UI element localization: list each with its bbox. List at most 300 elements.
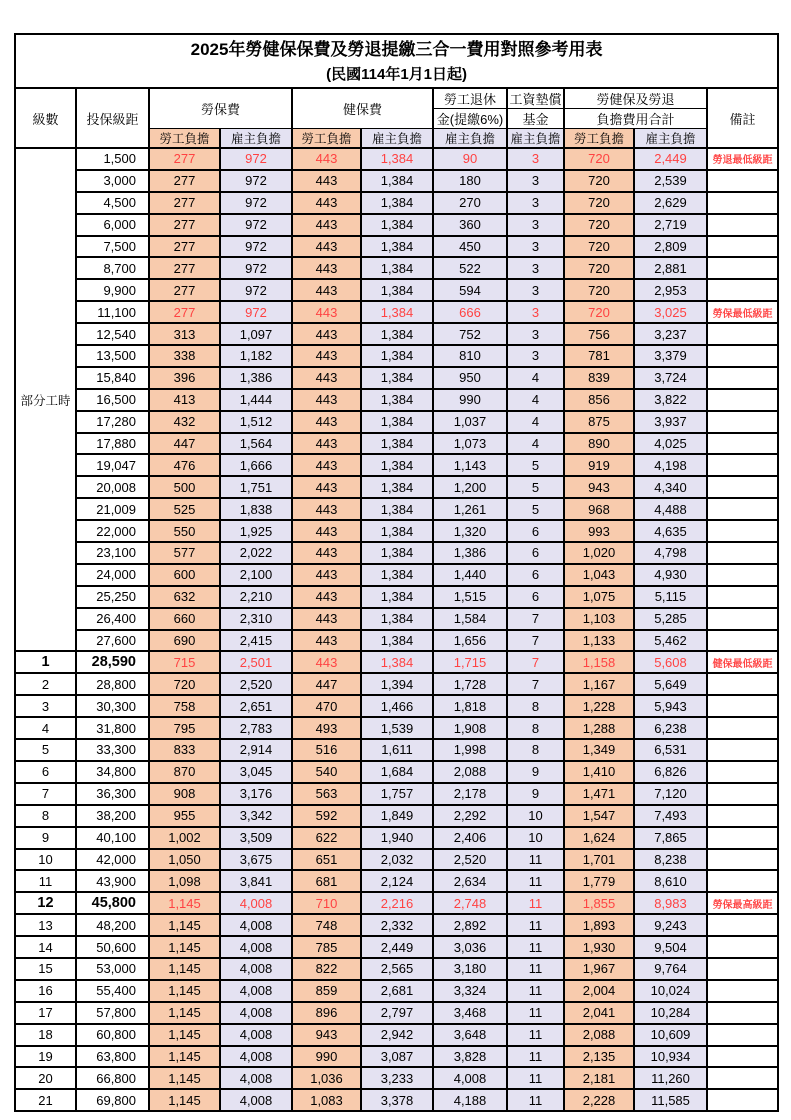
total-employer-cell: 11,585 bbox=[634, 1089, 707, 1111]
header-health-employee: 勞工負擔 bbox=[292, 129, 361, 149]
wage-fund-employer-cell: 6 bbox=[507, 586, 564, 608]
labor-employer-cell: 972 bbox=[220, 236, 292, 258]
pension-employer-cell: 3,828 bbox=[433, 1046, 507, 1068]
total-employer-cell: 2,449 bbox=[634, 148, 707, 170]
health-employee-cell: 443 bbox=[292, 454, 361, 476]
total-employer-cell: 4,198 bbox=[634, 454, 707, 476]
total-employee-cell: 720 bbox=[564, 214, 634, 236]
table-row bbox=[15, 411, 778, 433]
header-health-insurance: 健保費 bbox=[292, 88, 433, 129]
wage-fund-employer-cell: 4 bbox=[507, 389, 564, 411]
header-wage-fund-line2: 基金 bbox=[507, 109, 564, 129]
labor-employee-cell: 277 bbox=[149, 257, 220, 279]
remark-cell: 勞退最低級距 bbox=[707, 148, 778, 170]
pension-employer-cell: 1,386 bbox=[433, 542, 507, 564]
table-row bbox=[15, 389, 778, 411]
pension-employer-cell: 2,748 bbox=[433, 892, 507, 914]
labor-employer-cell: 1,925 bbox=[220, 520, 292, 542]
health-employer-cell: 1,384 bbox=[361, 236, 433, 258]
level-cell: 3 bbox=[15, 695, 76, 717]
header-total-employer: 雇主負擔 bbox=[634, 129, 707, 149]
health-employer-cell: 1,384 bbox=[361, 148, 433, 170]
health-employee-cell: 443 bbox=[292, 367, 361, 389]
labor-employee-cell: 758 bbox=[149, 695, 220, 717]
labor-employer-cell: 3,509 bbox=[220, 827, 292, 849]
header-total-line1: 勞健保及勞退 bbox=[564, 88, 707, 109]
labor-employee-cell: 1,002 bbox=[149, 827, 220, 849]
labor-employee-cell: 277 bbox=[149, 148, 220, 170]
bracket-cell: 19,047 bbox=[76, 454, 149, 476]
bracket-cell: 27,600 bbox=[76, 630, 149, 652]
wage-fund-employer-cell: 3 bbox=[507, 214, 564, 236]
labor-employee-cell: 690 bbox=[149, 630, 220, 652]
bracket-cell: 9,900 bbox=[76, 279, 149, 301]
health-employee-cell: 651 bbox=[292, 849, 361, 871]
labor-employer-cell: 4,008 bbox=[220, 914, 292, 936]
health-employee-cell: 443 bbox=[292, 214, 361, 236]
labor-employee-cell: 1,145 bbox=[149, 980, 220, 1002]
wage-fund-employer-cell: 11 bbox=[507, 980, 564, 1002]
total-employer-cell: 8,983 bbox=[634, 892, 707, 914]
wage-fund-employer-cell: 6 bbox=[507, 542, 564, 564]
level-cell: 1 bbox=[15, 651, 76, 673]
table-row bbox=[15, 542, 778, 564]
labor-employer-cell: 2,210 bbox=[220, 586, 292, 608]
wage-fund-employer-cell: 10 bbox=[507, 827, 564, 849]
level-cell: 11 bbox=[15, 870, 76, 892]
labor-employer-cell: 2,100 bbox=[220, 564, 292, 586]
health-employee-cell: 443 bbox=[292, 630, 361, 652]
total-employee-cell: 993 bbox=[564, 520, 634, 542]
pension-employer-cell: 666 bbox=[433, 301, 507, 323]
level-cell: 13 bbox=[15, 914, 76, 936]
labor-employee-cell: 338 bbox=[149, 345, 220, 367]
bracket-cell: 63,800 bbox=[76, 1046, 149, 1068]
bracket-cell: 53,000 bbox=[76, 958, 149, 980]
labor-employer-cell: 2,415 bbox=[220, 630, 292, 652]
level-cell: 6 bbox=[15, 761, 76, 783]
table-row bbox=[15, 892, 778, 914]
labor-employer-cell: 2,310 bbox=[220, 608, 292, 630]
total-employee-cell: 1,930 bbox=[564, 936, 634, 958]
remark-cell bbox=[707, 1067, 778, 1089]
pension-employer-cell: 522 bbox=[433, 257, 507, 279]
remark-cell bbox=[707, 1089, 778, 1111]
total-employer-cell: 8,238 bbox=[634, 849, 707, 871]
labor-employer-cell: 4,008 bbox=[220, 980, 292, 1002]
total-employee-cell: 720 bbox=[564, 301, 634, 323]
health-employee-cell: 443 bbox=[292, 257, 361, 279]
total-employee-cell: 1,547 bbox=[564, 805, 634, 827]
remark-cell bbox=[707, 476, 778, 498]
level-cell: 16 bbox=[15, 980, 76, 1002]
pension-employer-cell: 3,036 bbox=[433, 936, 507, 958]
health-employee-cell: 443 bbox=[292, 192, 361, 214]
labor-employer-cell: 2,783 bbox=[220, 717, 292, 739]
wage-fund-employer-cell: 11 bbox=[507, 1089, 564, 1111]
total-employee-cell: 1,288 bbox=[564, 717, 634, 739]
labor-employee-cell: 1,145 bbox=[149, 892, 220, 914]
health-employer-cell: 1,849 bbox=[361, 805, 433, 827]
labor-employee-cell: 660 bbox=[149, 608, 220, 630]
total-employer-cell: 9,764 bbox=[634, 958, 707, 980]
total-employee-cell: 720 bbox=[564, 236, 634, 258]
total-employer-cell: 10,284 bbox=[634, 1002, 707, 1024]
bracket-cell: 20,008 bbox=[76, 476, 149, 498]
health-employer-cell: 1,384 bbox=[361, 520, 433, 542]
health-employee-cell: 540 bbox=[292, 761, 361, 783]
labor-employer-cell: 4,008 bbox=[220, 1089, 292, 1111]
total-employee-cell: 1,020 bbox=[564, 542, 634, 564]
pension-employer-cell: 450 bbox=[433, 236, 507, 258]
health-employer-cell: 2,681 bbox=[361, 980, 433, 1002]
remark-cell bbox=[707, 323, 778, 345]
table-row bbox=[15, 323, 778, 345]
wage-fund-employer-cell: 3 bbox=[507, 192, 564, 214]
bracket-cell: 23,100 bbox=[76, 542, 149, 564]
labor-employer-cell: 1,838 bbox=[220, 498, 292, 520]
health-employer-cell: 2,449 bbox=[361, 936, 433, 958]
remark-cell bbox=[707, 411, 778, 433]
pension-employer-cell: 2,178 bbox=[433, 783, 507, 805]
labor-employer-cell: 3,342 bbox=[220, 805, 292, 827]
premium-reference-sheet bbox=[14, 33, 777, 1112]
table-row bbox=[15, 1089, 778, 1111]
total-employer-cell: 7,120 bbox=[634, 783, 707, 805]
pension-employer-cell: 950 bbox=[433, 367, 507, 389]
health-employer-cell: 1,384 bbox=[361, 476, 433, 498]
labor-employer-cell: 4,008 bbox=[220, 1024, 292, 1046]
wage-fund-employer-cell: 11 bbox=[507, 1046, 564, 1068]
health-employee-cell: 710 bbox=[292, 892, 361, 914]
health-employee-cell: 516 bbox=[292, 739, 361, 761]
health-employee-cell: 622 bbox=[292, 827, 361, 849]
bracket-cell: 36,300 bbox=[76, 783, 149, 805]
header-labor-insurance: 勞保費 bbox=[149, 88, 292, 129]
labor-employee-cell: 1,145 bbox=[149, 914, 220, 936]
labor-employee-cell: 396 bbox=[149, 367, 220, 389]
health-employer-cell: 2,332 bbox=[361, 914, 433, 936]
table-row bbox=[15, 936, 778, 958]
header-remark: 備註 bbox=[707, 88, 778, 148]
bracket-cell: 30,300 bbox=[76, 695, 149, 717]
pension-employer-cell: 2,088 bbox=[433, 761, 507, 783]
remark-cell bbox=[707, 192, 778, 214]
pension-employer-cell: 4,008 bbox=[433, 1067, 507, 1089]
wage-fund-employer-cell: 8 bbox=[507, 717, 564, 739]
table-row bbox=[15, 980, 778, 1002]
bracket-cell: 69,800 bbox=[76, 1089, 149, 1111]
total-employer-cell: 9,243 bbox=[634, 914, 707, 936]
table-row bbox=[15, 870, 778, 892]
labor-employee-cell: 1,145 bbox=[149, 1024, 220, 1046]
total-employer-cell: 3,937 bbox=[634, 411, 707, 433]
total-employee-cell: 720 bbox=[564, 192, 634, 214]
total-employer-cell: 3,822 bbox=[634, 389, 707, 411]
health-employer-cell: 1,384 bbox=[361, 454, 433, 476]
labor-employee-cell: 908 bbox=[149, 783, 220, 805]
wage-fund-employer-cell: 11 bbox=[507, 936, 564, 958]
total-employee-cell: 1,410 bbox=[564, 761, 634, 783]
health-employee-cell: 443 bbox=[292, 323, 361, 345]
labor-employee-cell: 476 bbox=[149, 454, 220, 476]
health-employer-cell: 1,384 bbox=[361, 411, 433, 433]
labor-employee-cell: 1,145 bbox=[149, 936, 220, 958]
wage-fund-employer-cell: 4 bbox=[507, 433, 564, 455]
table-row bbox=[15, 1024, 778, 1046]
wage-fund-employer-cell: 3 bbox=[507, 323, 564, 345]
pension-employer-cell: 90 bbox=[433, 148, 507, 170]
health-employer-cell: 1,384 bbox=[361, 323, 433, 345]
remark-cell: 勞保最低級距 bbox=[707, 301, 778, 323]
health-employer-cell: 1,384 bbox=[361, 345, 433, 367]
bracket-cell: 13,500 bbox=[76, 345, 149, 367]
remark-cell bbox=[707, 717, 778, 739]
table-row bbox=[15, 476, 778, 498]
health-employee-cell: 443 bbox=[292, 564, 361, 586]
header-pension-employer: 雇主負擔 bbox=[433, 129, 507, 149]
wage-fund-employer-cell: 11 bbox=[507, 1024, 564, 1046]
health-employee-cell: 443 bbox=[292, 279, 361, 301]
table-row bbox=[15, 1067, 778, 1089]
remark-cell bbox=[707, 1046, 778, 1068]
table-row bbox=[15, 236, 778, 258]
labor-employer-cell: 972 bbox=[220, 170, 292, 192]
level-cell: 2 bbox=[15, 673, 76, 695]
health-employee-cell: 447 bbox=[292, 673, 361, 695]
labor-employee-cell: 632 bbox=[149, 586, 220, 608]
table-row bbox=[15, 279, 778, 301]
total-employee-cell: 890 bbox=[564, 433, 634, 455]
total-employer-cell: 2,809 bbox=[634, 236, 707, 258]
total-employee-cell: 1,103 bbox=[564, 608, 634, 630]
table-row bbox=[15, 805, 778, 827]
total-employee-cell: 919 bbox=[564, 454, 634, 476]
health-employer-cell: 1,757 bbox=[361, 783, 433, 805]
labor-employer-cell: 4,008 bbox=[220, 892, 292, 914]
bracket-cell: 34,800 bbox=[76, 761, 149, 783]
labor-employee-cell: 1,145 bbox=[149, 1067, 220, 1089]
table-row bbox=[15, 651, 778, 673]
labor-employer-cell: 1,564 bbox=[220, 433, 292, 455]
health-employee-cell: 443 bbox=[292, 433, 361, 455]
level-cell: 10 bbox=[15, 849, 76, 871]
table-row bbox=[15, 148, 778, 170]
total-employee-cell: 968 bbox=[564, 498, 634, 520]
labor-employee-cell: 277 bbox=[149, 236, 220, 258]
bracket-cell: 11,100 bbox=[76, 301, 149, 323]
wage-fund-employer-cell: 11 bbox=[507, 849, 564, 871]
table-row bbox=[15, 630, 778, 652]
bracket-cell: 17,880 bbox=[76, 433, 149, 455]
total-employee-cell: 1,624 bbox=[564, 827, 634, 849]
health-employee-cell: 443 bbox=[292, 542, 361, 564]
total-employer-cell: 4,340 bbox=[634, 476, 707, 498]
level-cell: 5 bbox=[15, 739, 76, 761]
table-row bbox=[15, 695, 778, 717]
total-employer-cell: 3,237 bbox=[634, 323, 707, 345]
level-cell: 8 bbox=[15, 805, 76, 827]
pension-employer-cell: 2,892 bbox=[433, 914, 507, 936]
total-employee-cell: 1,701 bbox=[564, 849, 634, 871]
health-employee-cell: 592 bbox=[292, 805, 361, 827]
bracket-cell: 55,400 bbox=[76, 980, 149, 1002]
level-cell: 20 bbox=[15, 1067, 76, 1089]
health-employee-cell: 443 bbox=[292, 498, 361, 520]
pension-employer-cell: 1,728 bbox=[433, 673, 507, 695]
bracket-cell: 66,800 bbox=[76, 1067, 149, 1089]
wage-fund-employer-cell: 7 bbox=[507, 630, 564, 652]
total-employer-cell: 10,024 bbox=[634, 980, 707, 1002]
labor-employer-cell: 1,666 bbox=[220, 454, 292, 476]
total-employer-cell: 2,539 bbox=[634, 170, 707, 192]
pension-employer-cell: 1,515 bbox=[433, 586, 507, 608]
wage-fund-employer-cell: 5 bbox=[507, 454, 564, 476]
wage-fund-employer-cell: 7 bbox=[507, 673, 564, 695]
health-employer-cell: 2,797 bbox=[361, 1002, 433, 1024]
total-employer-cell: 9,504 bbox=[634, 936, 707, 958]
wage-fund-employer-cell: 9 bbox=[507, 761, 564, 783]
pension-employer-cell: 752 bbox=[433, 323, 507, 345]
total-employee-cell: 720 bbox=[564, 148, 634, 170]
labor-employee-cell: 1,098 bbox=[149, 870, 220, 892]
remark-cell: 健保最低級距 bbox=[707, 651, 778, 673]
labor-employer-cell: 972 bbox=[220, 148, 292, 170]
header-pension-line2: 金(提繳6%) bbox=[433, 109, 507, 129]
health-employee-cell: 822 bbox=[292, 958, 361, 980]
table-row bbox=[15, 1002, 778, 1024]
level-cell: 14 bbox=[15, 936, 76, 958]
pension-employer-cell: 2,634 bbox=[433, 870, 507, 892]
remark-cell bbox=[707, 433, 778, 455]
health-employer-cell: 3,378 bbox=[361, 1089, 433, 1111]
labor-employee-cell: 550 bbox=[149, 520, 220, 542]
pension-employer-cell: 1,584 bbox=[433, 608, 507, 630]
labor-employee-cell: 1,145 bbox=[149, 958, 220, 980]
header-labor-employee: 勞工負擔 bbox=[149, 129, 220, 149]
bracket-cell: 7,500 bbox=[76, 236, 149, 258]
health-employer-cell: 1,611 bbox=[361, 739, 433, 761]
remark-cell bbox=[707, 586, 778, 608]
remark-cell bbox=[707, 170, 778, 192]
wage-fund-employer-cell: 3 bbox=[507, 170, 564, 192]
bracket-cell: 40,100 bbox=[76, 827, 149, 849]
pension-employer-cell: 1,143 bbox=[433, 454, 507, 476]
bracket-cell: 57,800 bbox=[76, 1002, 149, 1024]
labor-employer-cell: 1,097 bbox=[220, 323, 292, 345]
wage-fund-employer-cell: 3 bbox=[507, 345, 564, 367]
table-row bbox=[15, 192, 778, 214]
total-employee-cell: 781 bbox=[564, 345, 634, 367]
total-employee-cell: 1,855 bbox=[564, 892, 634, 914]
health-employee-cell: 681 bbox=[292, 870, 361, 892]
labor-employer-cell: 972 bbox=[220, 192, 292, 214]
total-employee-cell: 1,893 bbox=[564, 914, 634, 936]
labor-employee-cell: 1,145 bbox=[149, 1089, 220, 1111]
remark-cell bbox=[707, 520, 778, 542]
total-employer-cell: 4,635 bbox=[634, 520, 707, 542]
total-employer-cell: 5,608 bbox=[634, 651, 707, 673]
labor-employer-cell: 4,008 bbox=[220, 1067, 292, 1089]
remark-cell bbox=[707, 257, 778, 279]
total-employee-cell: 720 bbox=[564, 279, 634, 301]
bracket-cell: 1,500 bbox=[76, 148, 149, 170]
health-employer-cell: 1,466 bbox=[361, 695, 433, 717]
pension-employer-cell: 1,200 bbox=[433, 476, 507, 498]
pension-employer-cell: 4,188 bbox=[433, 1089, 507, 1111]
bracket-cell: 28,800 bbox=[76, 673, 149, 695]
total-employee-cell: 1,043 bbox=[564, 564, 634, 586]
health-employee-cell: 443 bbox=[292, 476, 361, 498]
health-employer-cell: 3,233 bbox=[361, 1067, 433, 1089]
total-employer-cell: 2,881 bbox=[634, 257, 707, 279]
health-employer-cell: 1,394 bbox=[361, 673, 433, 695]
labor-employee-cell: 870 bbox=[149, 761, 220, 783]
bracket-cell: 45,800 bbox=[76, 892, 149, 914]
table-row bbox=[15, 564, 778, 586]
header-wage-fund-line1: 工資墊償 bbox=[507, 88, 564, 109]
bracket-cell: 60,800 bbox=[76, 1024, 149, 1046]
health-employer-cell: 1,384 bbox=[361, 630, 433, 652]
table-row bbox=[15, 608, 778, 630]
labor-employee-cell: 715 bbox=[149, 651, 220, 673]
total-employee-cell: 2,135 bbox=[564, 1046, 634, 1068]
labor-employee-cell: 447 bbox=[149, 433, 220, 455]
level-cell: 4 bbox=[15, 717, 76, 739]
total-employer-cell: 7,865 bbox=[634, 827, 707, 849]
health-employer-cell: 1,384 bbox=[361, 389, 433, 411]
pension-employer-cell: 810 bbox=[433, 345, 507, 367]
total-employer-cell: 3,025 bbox=[634, 301, 707, 323]
wage-fund-employer-cell: 3 bbox=[507, 148, 564, 170]
table-row bbox=[15, 520, 778, 542]
labor-employer-cell: 3,045 bbox=[220, 761, 292, 783]
bracket-cell: 50,600 bbox=[76, 936, 149, 958]
header-total-employee: 勞工負擔 bbox=[564, 129, 634, 149]
total-employer-cell: 11,260 bbox=[634, 1067, 707, 1089]
health-employee-cell: 443 bbox=[292, 170, 361, 192]
bracket-cell: 48,200 bbox=[76, 914, 149, 936]
table-row bbox=[15, 586, 778, 608]
pension-employer-cell: 1,320 bbox=[433, 520, 507, 542]
table-row bbox=[15, 1046, 778, 1068]
labor-employer-cell: 2,520 bbox=[220, 673, 292, 695]
remark-cell bbox=[707, 958, 778, 980]
header-total-line2: 負擔費用合計 bbox=[564, 109, 707, 129]
labor-employee-cell: 525 bbox=[149, 498, 220, 520]
labor-employer-cell: 2,914 bbox=[220, 739, 292, 761]
table-row bbox=[15, 739, 778, 761]
health-employee-cell: 1,083 bbox=[292, 1089, 361, 1111]
health-employee-cell: 859 bbox=[292, 980, 361, 1002]
total-employee-cell: 1,228 bbox=[564, 695, 634, 717]
bracket-cell: 43,900 bbox=[76, 870, 149, 892]
labor-employee-cell: 277 bbox=[149, 170, 220, 192]
health-employer-cell: 1,384 bbox=[361, 301, 433, 323]
labor-employee-cell: 1,050 bbox=[149, 849, 220, 871]
wage-fund-employer-cell: 11 bbox=[507, 914, 564, 936]
labor-employee-cell: 600 bbox=[149, 564, 220, 586]
wage-fund-employer-cell: 5 bbox=[507, 498, 564, 520]
total-employer-cell: 4,025 bbox=[634, 433, 707, 455]
total-employee-cell: 2,228 bbox=[564, 1089, 634, 1111]
pension-employer-cell: 1,998 bbox=[433, 739, 507, 761]
table-row bbox=[15, 498, 778, 520]
wage-fund-employer-cell: 7 bbox=[507, 608, 564, 630]
wage-fund-employer-cell: 3 bbox=[507, 301, 564, 323]
pension-employer-cell: 1,715 bbox=[433, 651, 507, 673]
bracket-cell: 31,800 bbox=[76, 717, 149, 739]
